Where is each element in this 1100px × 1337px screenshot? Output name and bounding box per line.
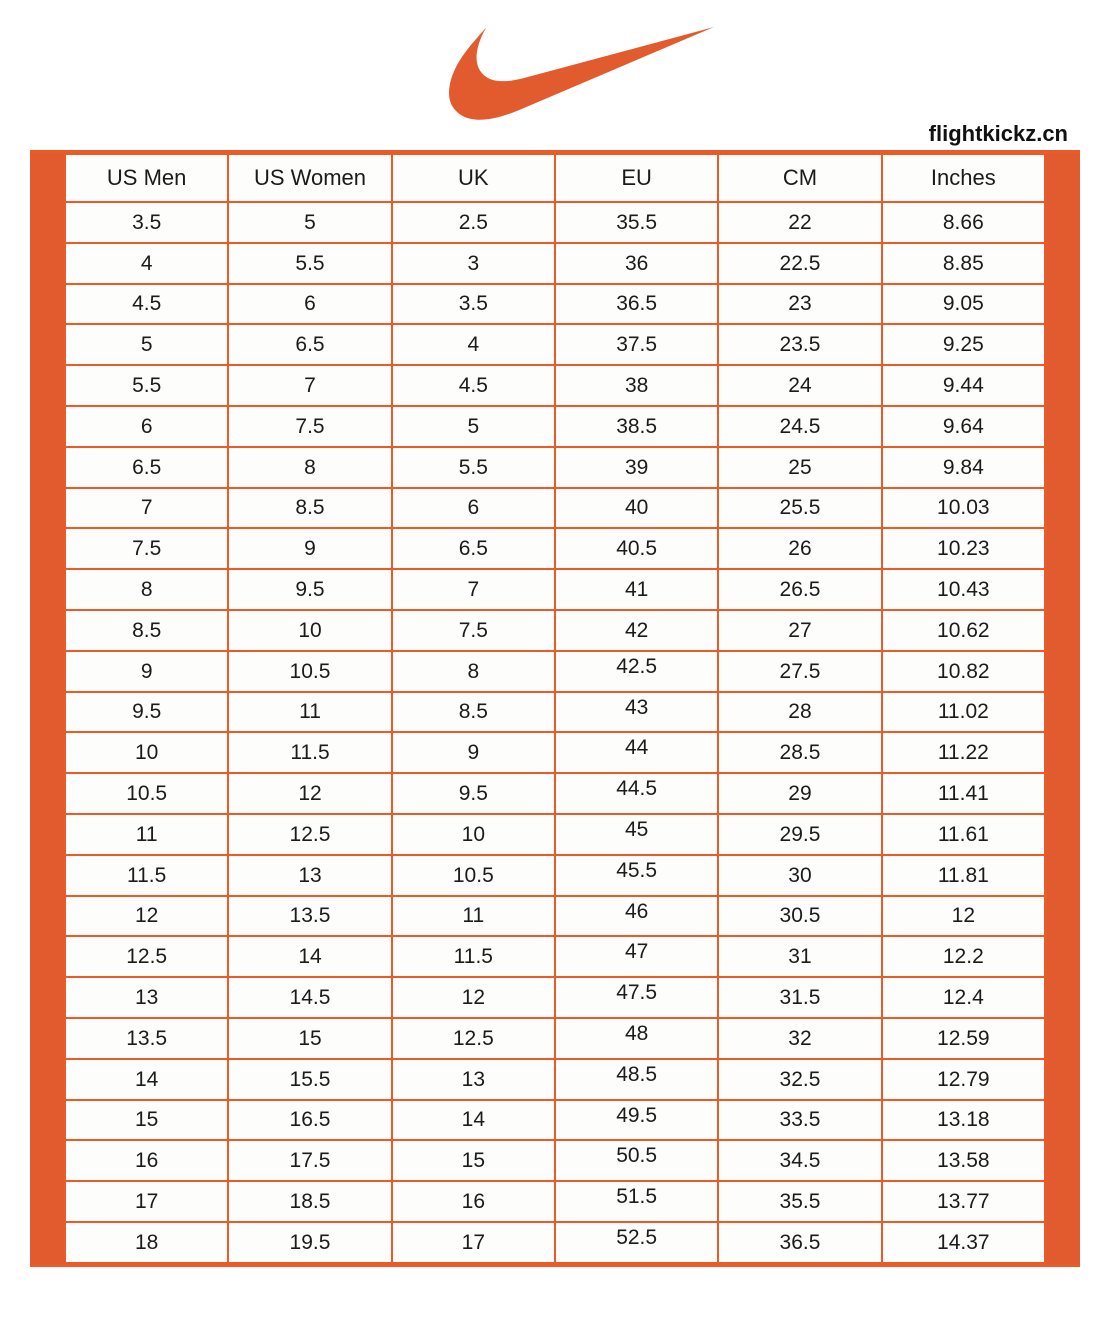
header (0, 0, 1100, 150)
size-cell: 40.5 (555, 528, 718, 569)
column-header: EU (555, 154, 718, 202)
size-row (65, 284, 1045, 325)
size-row (65, 896, 1045, 937)
size-cell: 25 (718, 447, 881, 488)
column-header: US Men (65, 154, 228, 202)
size-cell: 45.5 (555, 855, 718, 896)
size-cell: 8.5 (65, 610, 228, 651)
size-cell: 12.5 (392, 1018, 555, 1059)
size-cell: 8 (228, 447, 391, 488)
size-cell: 7 (392, 569, 555, 610)
size-cell: 6 (65, 406, 228, 447)
size-cell: 22 (718, 202, 881, 243)
size-cell: 51.5 (555, 1181, 718, 1222)
size-cell: 4.5 (392, 365, 555, 406)
size-row (65, 324, 1045, 365)
size-cell: 6.5 (228, 324, 391, 365)
size-cell: 5 (65, 324, 228, 365)
size-cell: 16 (65, 1140, 228, 1181)
size-cell: 15 (228, 1018, 391, 1059)
size-cell: 3 (392, 243, 555, 284)
size-cell: 8.5 (392, 692, 555, 733)
size-cell: 36.5 (718, 1222, 881, 1263)
size-cell: 6 (392, 488, 555, 529)
size-cell: 10 (392, 814, 555, 855)
size-cell: 8.66 (882, 202, 1045, 243)
size-cell: 13 (228, 855, 391, 896)
size-cell: 10.82 (882, 651, 1045, 692)
size-cell: 13.77 (882, 1181, 1045, 1222)
column-header: Inches (882, 154, 1045, 202)
size-cell: 18 (65, 1222, 228, 1263)
size-cell: 5.5 (392, 447, 555, 488)
size-cell: 24.5 (718, 406, 881, 447)
size-row (65, 365, 1045, 406)
size-cell: 45 (555, 814, 718, 855)
size-cell: 11.02 (882, 692, 1045, 733)
size-cell: 9 (65, 651, 228, 692)
size-cell: 8 (392, 651, 555, 692)
size-cell: 12.4 (882, 977, 1045, 1018)
size-cell: 26 (718, 528, 881, 569)
size-cell: 10.43 (882, 569, 1045, 610)
size-row (65, 202, 1045, 243)
size-cell: 39 (555, 447, 718, 488)
size-cell: 25.5 (718, 488, 881, 529)
size-cell: 11.5 (65, 855, 228, 896)
size-cell: 2.5 (392, 202, 555, 243)
size-cell: 18.5 (228, 1181, 391, 1222)
size-cell: 7.5 (392, 610, 555, 651)
size-cell: 9.05 (882, 284, 1045, 325)
size-cell: 9 (392, 732, 555, 773)
size-row (65, 1140, 1045, 1181)
size-cell: 5 (228, 202, 391, 243)
size-cell: 35.5 (718, 1181, 881, 1222)
size-cell: 31 (718, 936, 881, 977)
size-cell: 12.5 (65, 936, 228, 977)
size-cell: 7.5 (65, 528, 228, 569)
size-row (65, 1100, 1045, 1141)
size-cell: 8 (65, 569, 228, 610)
size-row (65, 1018, 1045, 1059)
size-cell: 16.5 (228, 1100, 391, 1141)
size-cell: 48 (555, 1018, 718, 1059)
size-cell: 44 (555, 732, 718, 773)
size-cell: 44.5 (555, 773, 718, 814)
size-cell: 33.5 (718, 1100, 881, 1141)
size-cell: 14.5 (228, 977, 391, 1018)
column-header: CM (718, 154, 881, 202)
size-cell: 11 (65, 814, 228, 855)
size-cell: 37.5 (555, 324, 718, 365)
size-row (65, 610, 1045, 651)
size-row (65, 488, 1045, 529)
header-row (65, 154, 1045, 202)
size-cell: 9.44 (882, 365, 1045, 406)
size-cell: 26.5 (718, 569, 881, 610)
size-cell: 11.5 (392, 936, 555, 977)
size-table-head (65, 154, 1045, 202)
size-cell: 14 (392, 1100, 555, 1141)
size-cell: 23.5 (718, 324, 881, 365)
size-cell: 12 (228, 773, 391, 814)
size-cell: 38.5 (555, 406, 718, 447)
size-table (64, 153, 1046, 1264)
size-table-frame (30, 150, 1080, 1267)
size-cell: 12.5 (228, 814, 391, 855)
size-cell: 34.5 (718, 1140, 881, 1181)
nike-swoosh-icon (443, 16, 720, 122)
size-cell: 10.62 (882, 610, 1045, 651)
size-cell: 40 (555, 488, 718, 529)
website-label: flightkickz.cn (928, 121, 1068, 146)
size-row (65, 1181, 1045, 1222)
size-cell: 32.5 (718, 1059, 881, 1100)
size-cell: 36 (555, 243, 718, 284)
size-cell: 9 (228, 528, 391, 569)
size-cell: 47 (555, 936, 718, 977)
size-cell: 8.5 (228, 488, 391, 529)
size-cell: 6.5 (65, 447, 228, 488)
size-cell: 3.5 (392, 284, 555, 325)
size-cell: 17 (392, 1222, 555, 1263)
size-cell: 50.5 (555, 1140, 718, 1181)
size-cell: 13 (392, 1059, 555, 1100)
size-cell: 7 (228, 365, 391, 406)
size-cell: 3.5 (65, 202, 228, 243)
size-cell: 11 (228, 692, 391, 733)
size-cell: 28 (718, 692, 881, 733)
size-cell: 4.5 (65, 284, 228, 325)
size-cell: 15 (392, 1140, 555, 1181)
size-cell: 9.5 (65, 692, 228, 733)
size-cell: 28.5 (718, 732, 881, 773)
size-cell: 12.79 (882, 1059, 1045, 1100)
size-cell: 9.25 (882, 324, 1045, 365)
size-cell: 11.41 (882, 773, 1045, 814)
size-cell: 11 (392, 896, 555, 937)
size-cell: 10 (65, 732, 228, 773)
size-cell: 11.81 (882, 855, 1045, 896)
size-cell: 15.5 (228, 1059, 391, 1100)
size-cell: 6.5 (392, 528, 555, 569)
size-cell: 4 (392, 324, 555, 365)
size-table-body (65, 202, 1045, 1263)
size-cell: 10.5 (65, 773, 228, 814)
size-row (65, 1222, 1045, 1263)
size-row (65, 773, 1045, 814)
size-cell: 42 (555, 610, 718, 651)
size-cell: 5 (392, 406, 555, 447)
size-cell: 9.5 (228, 569, 391, 610)
size-cell: 32 (718, 1018, 881, 1059)
size-row (65, 243, 1045, 284)
size-cell: 49.5 (555, 1100, 718, 1141)
size-cell: 43 (555, 692, 718, 733)
size-cell: 15 (65, 1100, 228, 1141)
size-row (65, 936, 1045, 977)
size-cell: 19.5 (228, 1222, 391, 1263)
size-cell: 11.61 (882, 814, 1045, 855)
size-cell: 42.5 (555, 651, 718, 692)
size-cell: 35.5 (555, 202, 718, 243)
size-cell: 16 (392, 1181, 555, 1222)
size-cell: 23 (718, 284, 881, 325)
size-cell: 24 (718, 365, 881, 406)
size-cell: 27.5 (718, 651, 881, 692)
size-cell: 29.5 (718, 814, 881, 855)
size-cell: 5.5 (65, 365, 228, 406)
size-row (65, 528, 1045, 569)
size-cell: 41 (555, 569, 718, 610)
size-cell: 13.18 (882, 1100, 1045, 1141)
size-row (65, 1059, 1045, 1100)
size-row (65, 651, 1045, 692)
size-cell: 29 (718, 773, 881, 814)
size-cell: 8.85 (882, 243, 1045, 284)
size-cell: 14 (228, 936, 391, 977)
size-cell: 7.5 (228, 406, 391, 447)
size-cell: 17 (65, 1181, 228, 1222)
size-cell: 36.5 (555, 284, 718, 325)
size-row (65, 855, 1045, 896)
size-cell: 27 (718, 610, 881, 651)
size-cell: 38 (555, 365, 718, 406)
size-cell: 10 (228, 610, 391, 651)
size-cell: 9.5 (392, 773, 555, 814)
size-cell: 10.5 (392, 855, 555, 896)
size-cell: 13.5 (65, 1018, 228, 1059)
size-cell: 13 (65, 977, 228, 1018)
size-cell: 12 (392, 977, 555, 1018)
right-accent-bar (1046, 153, 1080, 1264)
size-cell: 7 (65, 488, 228, 529)
size-row (65, 447, 1045, 488)
size-cell: 12 (882, 896, 1045, 937)
size-row (65, 569, 1045, 610)
size-cell: 31.5 (718, 977, 881, 1018)
size-cell: 9.64 (882, 406, 1045, 447)
size-cell: 10.5 (228, 651, 391, 692)
size-cell: 12.59 (882, 1018, 1045, 1059)
size-cell: 9.84 (882, 447, 1045, 488)
size-cell: 13.5 (228, 896, 391, 937)
left-accent-bar (30, 153, 64, 1264)
size-cell: 30 (718, 855, 881, 896)
size-cell: 10.03 (882, 488, 1045, 529)
column-header: UK (392, 154, 555, 202)
size-row (65, 406, 1045, 447)
size-cell: 6 (228, 284, 391, 325)
size-cell: 52.5 (555, 1222, 718, 1263)
size-row (65, 814, 1045, 855)
size-cell: 4 (65, 243, 228, 284)
size-cell: 14.37 (882, 1222, 1045, 1263)
size-cell: 47.5 (555, 977, 718, 1018)
size-cell: 11.22 (882, 732, 1045, 773)
size-cell: 11.5 (228, 732, 391, 773)
size-cell: 5.5 (228, 243, 391, 284)
size-row (65, 732, 1045, 773)
size-cell: 12.2 (882, 936, 1045, 977)
size-cell: 30.5 (718, 896, 881, 937)
size-cell: 12 (65, 896, 228, 937)
size-cell: 22.5 (718, 243, 881, 284)
column-header: US Women (228, 154, 391, 202)
size-cell: 17.5 (228, 1140, 391, 1181)
size-cell: 13.58 (882, 1140, 1045, 1181)
size-cell: 10.23 (882, 528, 1045, 569)
size-cell: 14 (65, 1059, 228, 1100)
size-row (65, 977, 1045, 1018)
size-cell: 48.5 (555, 1059, 718, 1100)
size-cell: 46 (555, 896, 718, 937)
size-row (65, 692, 1045, 733)
